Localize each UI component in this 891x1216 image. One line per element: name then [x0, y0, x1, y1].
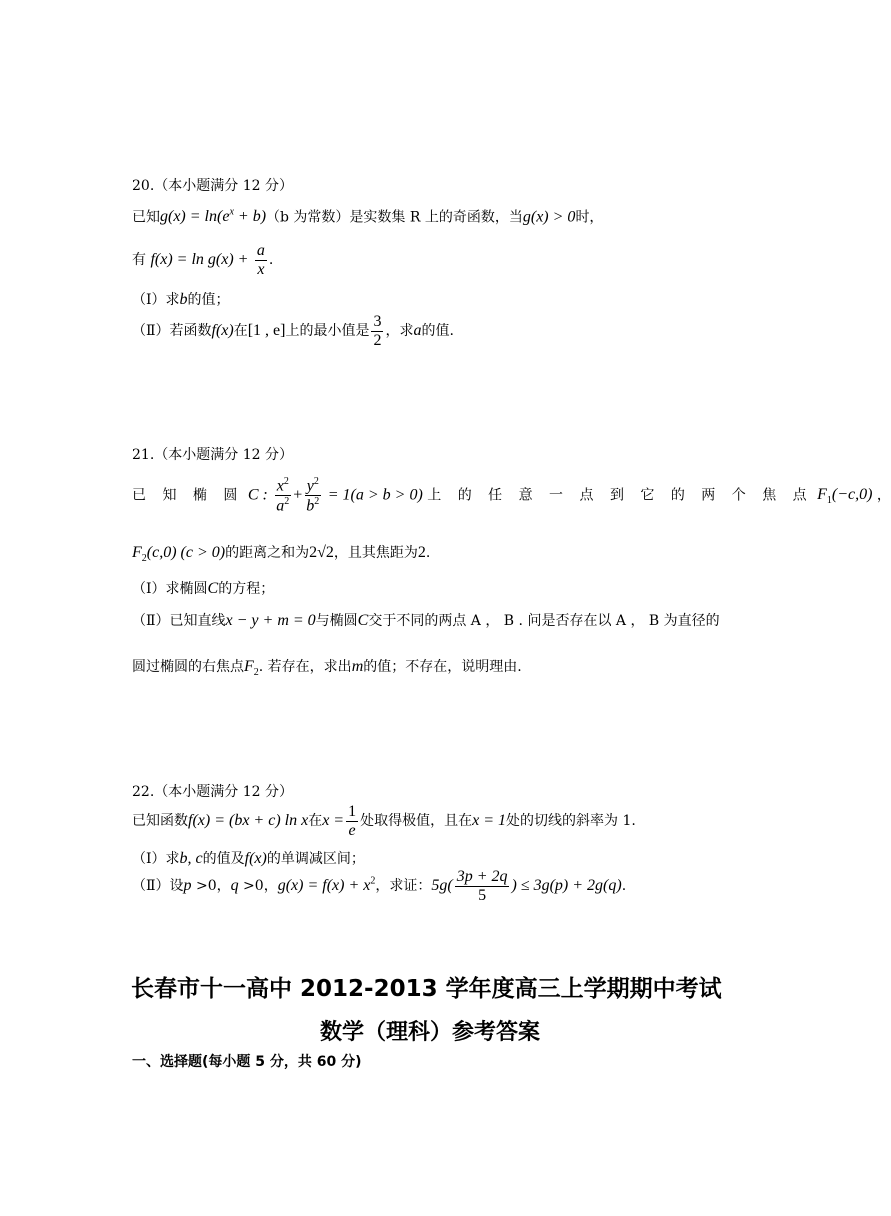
q21-focal-len: 2 [417, 544, 426, 561]
q22-part2-gt1: >0， [191, 878, 231, 895]
q21-part2-rest: 交于不同的两点 A ， B . 问是否存在以 A ， B 为直径的 [368, 613, 720, 629]
q22-given-line [132, 803, 636, 839]
q21-comma: ， [876, 487, 891, 504]
q21-part2-m: m [351, 658, 364, 675]
q20-part2-frac-num: 3 [373, 313, 382, 330]
q20-given-suffix: 时， [575, 209, 604, 226]
q21-given-mid: 上 的 任 意 一 点 到 它 的 两 个 焦 点 [427, 487, 813, 504]
q22-part2-g: g(x) = f(x) + x [277, 877, 371, 895]
q22-part1-vars: b, c [179, 850, 203, 867]
q20-given-note: （b 为常数）是实数集 R 上的奇函数，当 [266, 209, 523, 226]
q20-part2-var: a [413, 322, 422, 340]
q21-a2: a [276, 497, 285, 515]
q21-part2-line2-prefix: 圆过椭圆的右焦点 [132, 659, 244, 675]
q21-part1-suffix: 的方程； [218, 581, 275, 597]
q21-part1 [132, 579, 274, 598]
q20-part2 [132, 313, 454, 349]
q20-have-fraction [255, 242, 267, 278]
q20-given-formula-end: + b) [233, 208, 267, 226]
q22-part2-prefix: （Ⅱ）设 [132, 878, 184, 895]
q21-part2 [132, 611, 720, 630]
q21-b2: b [306, 497, 315, 515]
q22-given-mid2: 处取得极值，且在 [360, 813, 473, 830]
q22-part2-gt2: >0， [238, 878, 278, 895]
q22-given-frac-den: e [348, 821, 356, 839]
q22-part2-end: . [621, 878, 627, 895]
q22-given-prefix: 已知函数 [132, 813, 188, 830]
q21-y-fraction [304, 476, 321, 515]
q21-focus1: F [817, 486, 827, 504]
q20-part2-end: 的值. [421, 323, 454, 340]
q21-sum-val: 2√2 [309, 544, 334, 561]
q22-part2-rhs: ) ≤ 3g(p) + 2g(q) [511, 877, 622, 895]
q21-part2-line: x − y + m = 0 [225, 612, 316, 629]
q20-have-prefix: 有 [132, 252, 146, 269]
q21-line2-mid2: ，且其焦距为 [333, 545, 418, 561]
q22-given-x: x = [322, 812, 345, 830]
q21-focus1-coord: (−c,0) [831, 486, 873, 504]
q21-title: 21.（本小题满分 12 分） [132, 447, 293, 463]
q21-focus1-sub: 1 [826, 495, 832, 507]
q21-part2-line2-end: 的值；不存在，说明理由. [363, 659, 522, 675]
q21-y2: y [306, 477, 314, 495]
q22-title: 22.（本小题满分 12 分） [132, 784, 293, 800]
q22-part2 [132, 868, 626, 904]
q22-part1-fn: f(x) [244, 850, 267, 867]
q22-part1-suffix: 的单调减区间； [266, 851, 365, 867]
q20-have-formula: f(x) = ln g(x) + [150, 251, 249, 269]
q20-given-prefix: 已知 [132, 209, 160, 226]
q20-part1-var: b [179, 291, 188, 308]
answer-section1-heading: 一、选择题(每小题 5 分，共 60 分) [132, 1054, 362, 1070]
q22-part1-mid: 的值及 [202, 851, 245, 867]
q20-title: 20.（本小题满分 12 分） [132, 178, 293, 194]
q22-given-formula: f(x) = (bx + c) ln x [188, 812, 309, 830]
q21-x2: x [276, 477, 284, 495]
q20-part2-mid2: 上的最小值是 [285, 323, 370, 340]
q20-part2-frac-den: 2 [373, 331, 382, 349]
q21-focus2-sub: 2 [141, 553, 147, 565]
q21-line2 [132, 543, 430, 565]
q22-part1 [132, 849, 365, 868]
q20-part2-fraction [371, 313, 383, 349]
q21-focus2: F [132, 544, 142, 561]
q22-part2-p: p [183, 877, 192, 895]
q21-part2-prefix: （Ⅱ）已知直线 [132, 613, 226, 629]
q21-part2-line2 [132, 657, 522, 679]
q21-eq-tail: = 1(a > b > 0) [327, 486, 423, 504]
answer-title: 长春市十一高中 2012-2013 学年度高三上学期期中考试 [131, 976, 722, 1002]
q20-part2-mid: 在 [233, 323, 248, 340]
q21-given-line: 已 知 椭 圆 C : $\frac{x^2}{a^2}$ + $\frac{y^2}{b^2}$ = 1(a > b > 0) 上 的 任 意 一 点 到 它 的 两 个 焦 点 $F_1(-c,0)$ ， [132, 476, 891, 515]
q20-part2-fn: f(x) [211, 322, 234, 340]
q21-part2-f2-sub: 2 [253, 667, 259, 679]
q20-given-line [132, 207, 603, 227]
q22-part2-lhs: 5g( [431, 877, 453, 895]
q20-have-line [132, 242, 273, 278]
q20-part2-prefix: （Ⅱ）若函数 [132, 323, 212, 340]
q21-part1-prefix: （Ⅰ）求椭圆 [132, 581, 208, 597]
q21-b2-sup: 2 [314, 495, 320, 507]
q21-part1-var: C [207, 580, 219, 597]
q22-part2-g-sup: 2 [370, 875, 376, 887]
q22-given-end: 处的切线的斜率为 1. [506, 813, 636, 830]
q22-part2-fraction [455, 868, 510, 904]
q21-a2-sup: 2 [284, 495, 290, 507]
q22-given-x1: x = 1 [472, 812, 507, 830]
q20-part2-suffix: ，求 [385, 323, 414, 340]
q21-line2-mid: 的距离之和为 [225, 545, 310, 561]
q21-line2-end: . [425, 545, 431, 561]
q20-have-end: . [268, 252, 274, 269]
q20-part2-interval: [1 , e] [247, 322, 286, 340]
q21-part2-line2-mid: . 若存在，求出 [258, 659, 352, 675]
q22-part2-mid: ，求证： [375, 878, 432, 895]
q22-part2-frac-num: 3p + 2q [456, 868, 508, 885]
q20-have-frac-den: x [257, 260, 265, 278]
q21-given-prefix: 已 知 椭 圆 [132, 487, 244, 504]
q21-y2-sup: 2 [313, 476, 319, 487]
answer-subtitle: 数学（理科）参考答案 [319, 1020, 540, 1045]
q22-given-frac-num: 1 [348, 803, 357, 820]
q21-part2-var: C [357, 612, 369, 629]
q22-part2-frac-den: 5 [478, 886, 487, 904]
q20-have-frac-num: a [256, 242, 265, 259]
q22-part2-q: q [230, 877, 239, 895]
q20-part1-prefix: （Ⅰ）求 [132, 292, 180, 308]
q21-x2-sup: 2 [283, 476, 289, 487]
q20-part1-suffix: 的值； [187, 292, 230, 308]
q22-part1-prefix: （Ⅰ）求 [132, 851, 180, 867]
q20-part1 [132, 290, 230, 309]
q20-given-formula: g(x) = ln(e [160, 208, 230, 226]
q21-focus2-coord: (c,0) (c > 0) [146, 544, 226, 561]
q22-given-fraction [346, 803, 358, 839]
q20-given-sup: x [229, 207, 234, 218]
q20-given-cond: g(x) > 0 [522, 208, 576, 226]
q21-part2-f2: F [244, 658, 254, 675]
q21-x-fraction [274, 476, 291, 515]
q21-ellipse-name: C : [247, 486, 268, 504]
q22-given-mid: 在 [308, 813, 323, 830]
q21-part2-mid: 与椭圆 [315, 613, 358, 629]
